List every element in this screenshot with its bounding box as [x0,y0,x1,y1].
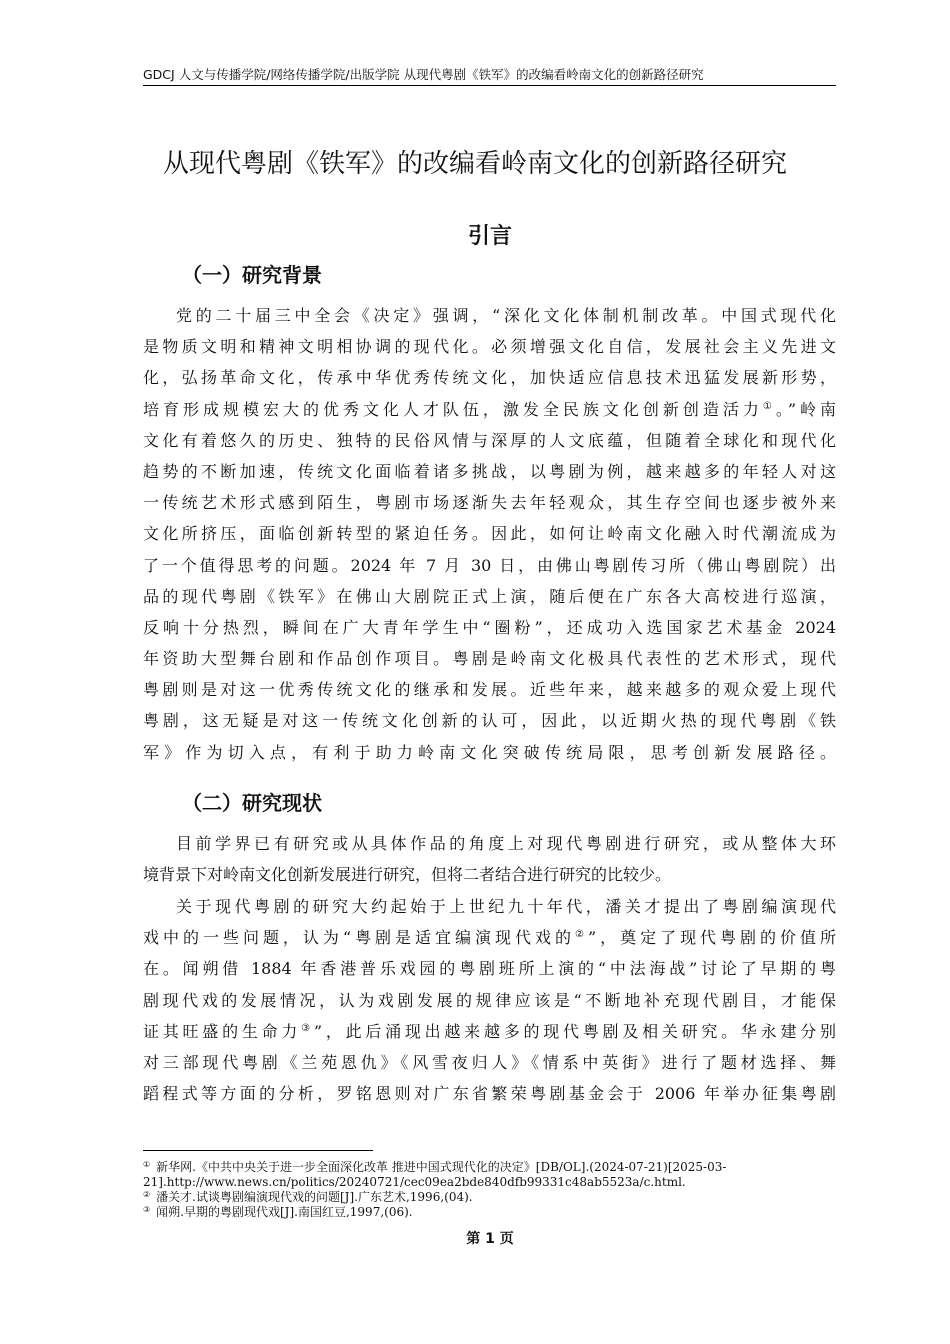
text-line: 文化有着悠久的历史、独特的民俗风情与深厚的人文底蕴，但随着全球化和现代化 [143,430,836,450]
footnote-divider [143,1150,373,1151]
paragraph-research-status-2 [143,891,836,1109]
text-line: 趋势的不断加速，传统文化面临着诸多挑战，以粤剧为例，越来越多的年轻人对这 [143,461,836,481]
text-line: 品的现代粤剧《铁军》在佛山大剧院正式上演，随后便在广东各大高校进行巡演， [143,586,836,606]
section-heading-intro: 引言 [467,224,512,249]
footnote-text: 新华网.《中共中央关于进一步全面深化改革 推进中国式现代化的决定》[DB/OL].(2024-07-21)[2025-03- [156,1160,727,1174]
text-line: 化，弘扬革命文化，传承中华优秀传统文化，加快适应信息技术迅猛发展新形势， [143,368,836,388]
text-fragment: ”，此后涌现出越来越多的现代粤剧及相关研究。华永建分别 [313,1021,836,1041]
text-line [143,1016,836,1047]
text-line: 粤剧则是对这一优秀传统文化的继承和发展。近些年来，越来越多的观众爱上现代 [143,680,836,700]
text-line: 了一个值得思考的问题。2024 年 7 月 30 日，由佛山粤剧传习所（佛山粤剧院）出 [143,555,836,575]
paragraph-research-status-1 [143,828,836,890]
text-line: 蹈程式等方面的分析，罗铭恩则对广东省繁荣粤剧基金会于 2006 年举办征集粤剧 [143,1084,836,1104]
footnote-mark: ② [143,1190,151,1199]
footnote-1 [143,1160,836,1175]
footnote-3 [143,1205,836,1220]
footnote-1-continued: 21].http://www.news.cn/politics/20240721/cec09ea2bde840dfb99331c48ab5523a/c.html. [143,1175,686,1189]
document-title: 从现代粤剧《铁军》的改编看岭南文化的创新路径研究 [162,149,787,179]
text-line: 对三部现代粤剧《兰苑恩仇》《风雪夜归人》《情系中英街》进行了题材选择、舞 [143,1052,836,1072]
text-fragment: 证其旺盛的生命力 [143,1021,302,1041]
text-line: 关于现代粤剧的研究大约起始于上世纪九十年代，潘关才提出了粤剧编演现代 [176,897,836,916]
text-line: 文化所挤压，面临创新转型的紧迫任务。因此，如何让岭南文化融入时代潮流成为 [143,524,836,544]
footnote-2 [143,1190,836,1205]
text-line: 在。闻朔借 1884 年香港普乐戏园的粤剧班所上演的“中法海战”讨论了早期的粤 [143,959,836,979]
paragraph-research-background [143,300,836,799]
text-line: 境背景下对岭南文化创新发展进行研究，但将二者结合进行研究的比较少。 [143,865,672,885]
text-fragment: 。”岭南 [775,399,836,419]
text-line: 反响十分热烈，瞬间在广大青年学生中“圈粉”，还成功入选国家艺术基金 2024 [143,617,836,637]
text-fragment: 培育形成规模宏大的优秀文化人才队伍，激发全民族文化创新创造活力 [143,399,763,419]
text-line [143,922,836,953]
page-header: GDCJ 人文与传播学院/网络传播学院/出版学院 从现代粤剧《铁军》的改编看岭南文化的创新路径研究 [143,66,836,86]
text-line: 粤剧，这无疑是对这一传统文化创新的认可，因此，以近期火热的现代粤剧《铁 [143,711,836,731]
footnote-ref: ③ [301,1022,314,1034]
text-fragment: 戏中的一些问题，认为“粤剧是适宜编演现代戏的 [143,928,575,948]
text-line: 军》作为切入点，有利于助力岭南文化突破传统局限，思考创新发展路径。 [143,742,836,762]
footnote-text: 闻朔.早期的粤剧现代戏[J].南国红豆,1997,(06). [156,1205,413,1219]
subsection-heading-background: （一）研究背景 [182,263,322,287]
text-line: 年资助大型舞台剧和作品创作项目。粤剧是岭南文化极具代表性的艺术形式，现代 [143,649,836,669]
text-line [143,394,836,425]
footnote-ref: ① [762,400,776,412]
footnote-ref: ② [574,929,588,941]
text-line: 是物质文明和精神文明相协调的现代化。必须增强文化自信，发展社会主义先进文 [143,337,836,357]
subsection-heading-status: （二）研究现状 [182,791,322,815]
text-line: 一传统艺术形式感到陌生，粤剧市场逐渐失去年轻观众，其生存空间也逐步被外来 [143,493,836,513]
text-line: 目前学界已有研究或从具体作品的角度上对现代粤剧进行研究，或从整体大环 [176,834,836,853]
footnote-mark: ① [143,1160,151,1169]
text-line: 剧现代戏的发展情况，认为戏剧发展的规律应该是“不断地补充现代剧目，才能保 [143,990,836,1010]
footnote-text: 潘关才.试谈粤剧编演现代戏的问题[J].广东艺术,1996,(04). [156,1190,473,1204]
page-number: 第 1 页 [466,1231,514,1247]
text-line: 党的二十届三中全会《决定》强调，“深化文化体制机制改革。中国式现代化 [176,306,836,325]
footnotes [143,1160,836,1220]
footnote-mark: ③ [143,1205,151,1214]
text-fragment: ”，奠定了现代粤剧的价值所 [587,928,836,948]
